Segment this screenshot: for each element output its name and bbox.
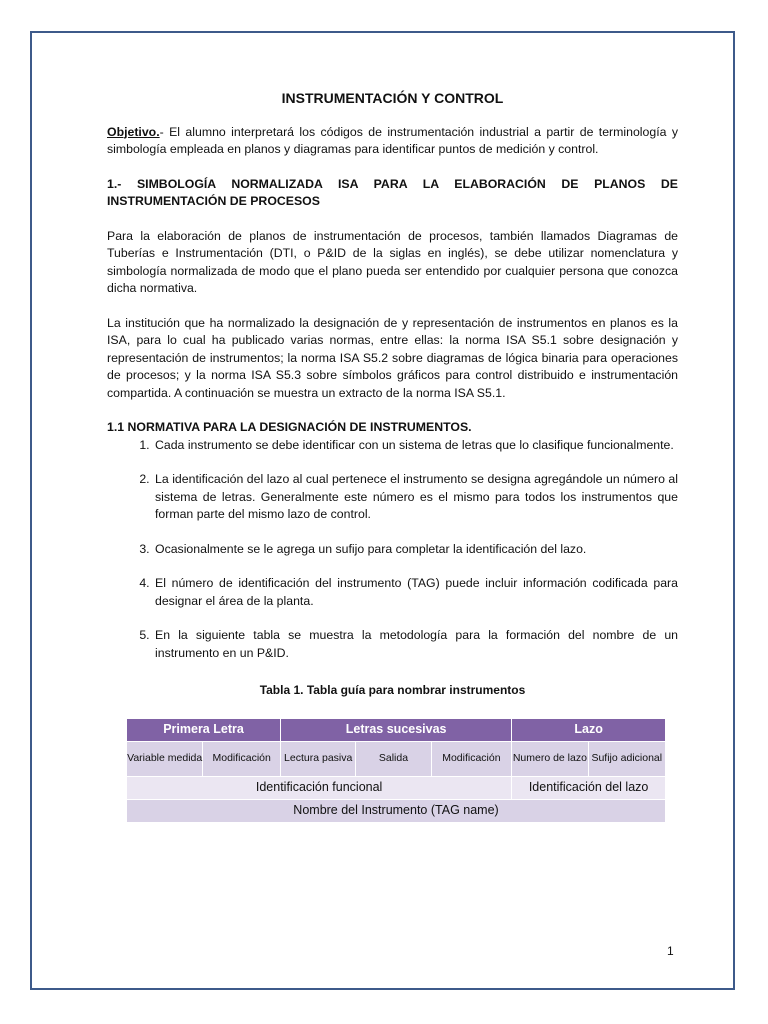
table-subheader-row [127,741,666,776]
table-row [127,776,666,799]
paragraph-1: Para la elaboración de planos de instrumentación de procesos, también llamados Diagramas de Tuberías e Instrumentación (DTI, o P&ID de la siglas en inglés), se debe utilizar nomenclatura y simbología normalizada de modo que el plano pueda ser entendido por cualquier persona que conozca dicha normativa. [107,228,678,295]
table-cell: Modificación [203,741,281,776]
header-lazo: Lazo [512,718,666,741]
header-letras-sucesivas: Letras sucesivas [281,718,512,741]
paragraph-2: La institución que ha normalizado la designación de y representación de instrumentos en planos es la ISA, para lo cual ha publicado varias normas, entre ellas: la norma ISA S5.1 sobre designación y representación de instrumentos; la norma ISA S5.2 sobre diagramas de lógica binaria para operaciones de procesos; y la norma ISA S5.3 sobre símbolos gráficos para control distribuido e instrumentación compartida. A continuación se muestra un extracto de la norma ISA S5.1. [107,315,678,400]
table-cell: Lectura pasiva [281,741,356,776]
page-number: 1 [667,944,674,958]
table-cell: Sufijo adicional [588,741,665,776]
table-cell: Identificación del lazo [512,776,666,799]
table-cell: Identificación funcional [127,776,512,799]
designation-list [107,437,678,663]
naming-guide-table [126,718,666,823]
table-cell: Variable medida [127,741,203,776]
section-1-heading: 1.- SIMBOLOGÍA NORMALIZADA ISA PARA LA ELABORACIÓN DE PLANOS DE INSTRUMENTACIÓN DE PROCESOS [107,176,678,208]
header-primera-letra: Primera Letra [127,718,281,741]
list-item: 1. Cada instrumento se debe identificar con un sistema de letras que lo clasifique funcionalmente. [153,437,678,455]
table-cell: Modificación [431,741,512,776]
section-1-1-heading: 1.1 NORMATIVA PARA LA DESIGNACIÓN DE INSTRUMENTOS. [107,420,472,434]
objective-label: Objetivo. [107,124,160,139]
table-row [127,799,666,822]
list-item: 4. El número de identificación del instrumento (TAG) puede incluir información codificada para designar el área de la planta. [153,575,678,610]
list-item: 3. Ocasionalmente se le agrega un sufijo para completar la identificación del lazo. [153,541,678,559]
list-item: 2. La identificación del lazo al cual pertenece el instrumento se designa agregándole un número al sistema de letras. Generalmente este número es el mismo para todos los instrumentos que forman parte del mismo lazo de control. [153,471,678,524]
table-cell: Salida [356,741,431,776]
table-caption: Tabla 1. Tabla guía para nombrar instrumentos [259,683,526,697]
document-page [107,90,678,823]
objective-paragraph [107,124,678,159]
objective-text: - El alumno interpretará los códigos de instrumentación industrial a partir de terminología y simbología empleada en planos y diagramas para identificar puntos de medición y control. [107,124,678,156]
table-cell: Nombre del Instrumento (TAG name) [127,799,666,822]
document-title: INSTRUMENTACIÓN Y CONTROL [281,90,504,106]
table-header-row [127,718,666,741]
table-cell: Numero de lazo [512,741,588,776]
list-item: 5. En la siguiente tabla se muestra la metodología para la formación del nombre de un instrumento en un P&ID. [153,627,678,662]
